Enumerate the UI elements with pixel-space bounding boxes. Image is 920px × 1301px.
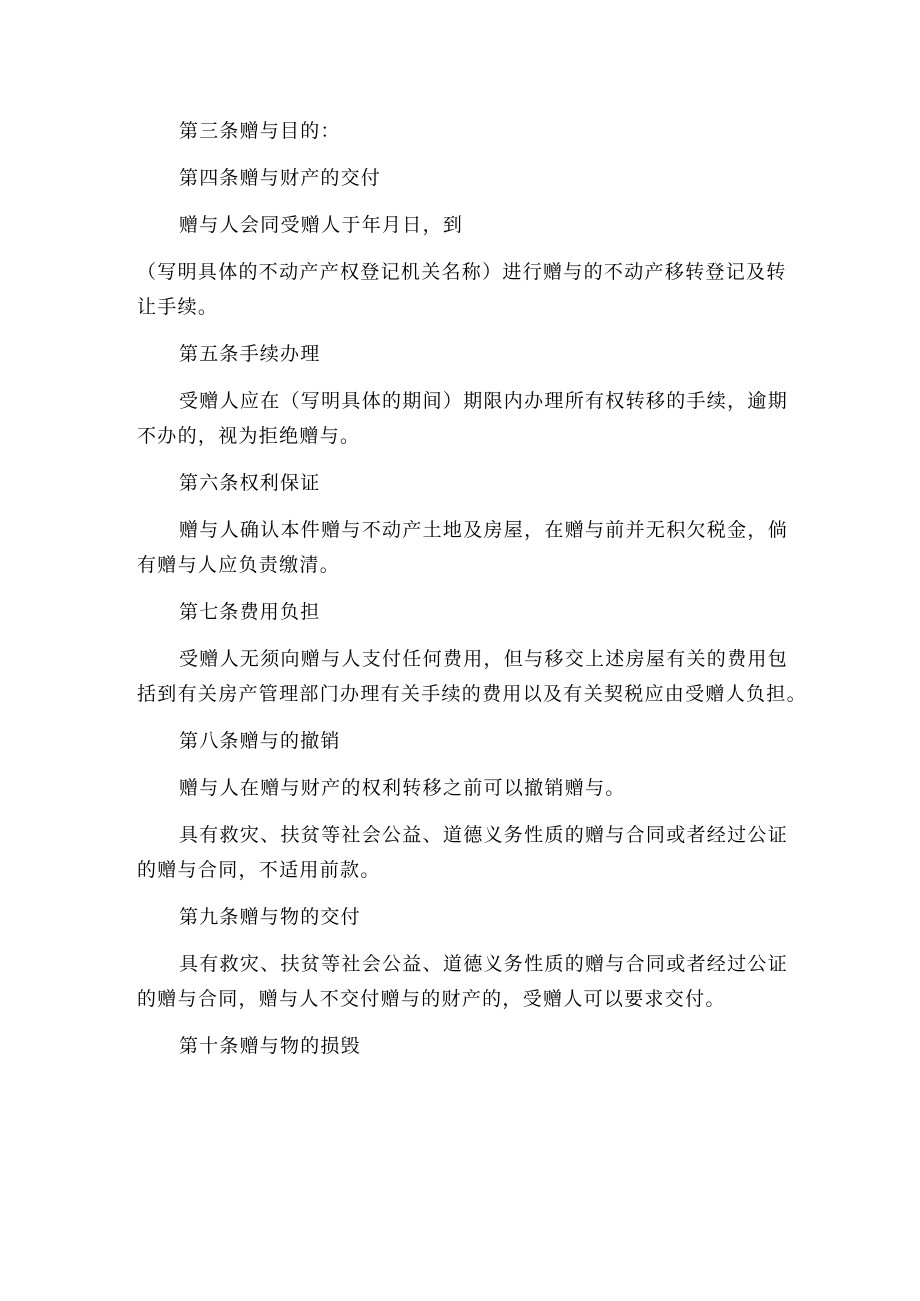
article-10-heading: 第十条赠与物的损毁	[179, 1035, 361, 1057]
article-3-heading: 第三条赠与目的：	[179, 120, 341, 142]
article-7-text: 受赠人无须向赠与人支付任何费用，但与移交上述房屋有关的费用包括到有关房产管理部门办理有关手续的费用以及有关契税应由受赠人负担。	[137, 648, 807, 705]
article-8-text-2: 具有救灾、扶贫等社会公益、道德义务性质的赠与合同或者经过公证的赠与合同，不适用前款。	[137, 824, 789, 881]
article-4-heading: 第四条赠与财产的交付	[179, 167, 382, 189]
article-8-text-1: 赠与人在赠与财产的权利转移之前可以撤销赠与。	[179, 777, 626, 799]
article-7-heading: 第七条费用负担	[179, 601, 321, 623]
article-6-text: 赠与人确认本件赠与不动产土地及房屋，在赠与前并无积欠税金，倘有赠与人应负责缴清。	[137, 519, 789, 576]
article-6-heading: 第六条权利保证	[179, 472, 321, 494]
article-5-heading: 第五条手续办理	[179, 343, 321, 365]
article-9-heading: 第九条赠与物的交付	[179, 906, 361, 928]
article-4-text-1: 赠与人会同受赠人于年月日，到	[179, 214, 464, 236]
article-8-heading: 第八条赠与的撤销	[179, 730, 341, 752]
article-5-text: 受赠人应在（写明具体的期间）期限内办理所有权转移的手续，逾期不办的，视为拒绝赠与。	[137, 390, 789, 447]
article-4-text-2: （写明具体的不动产产权登记机关名称）进行赠与的不动产移转登记及转让手续。	[137, 261, 787, 318]
article-9-text: 具有救灾、扶贫等社会公益、道德义务性质的赠与合同或者经过公证的赠与合同，赠与人不交付赠与的财产的，受赠人可以要求交付。	[137, 953, 789, 1010]
document-body	[137, 114, 807, 1064]
